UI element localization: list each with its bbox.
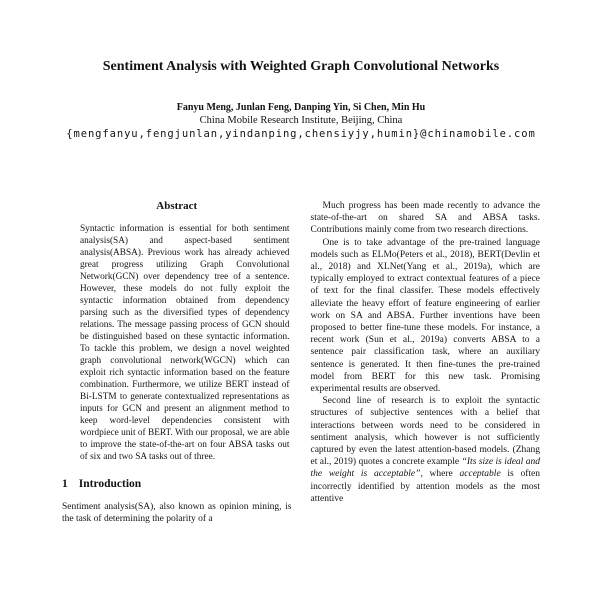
emphasized-word: acceptable bbox=[459, 469, 501, 480]
email-line: {mengfanyu,fengjunlan,yindanping,chensiyjy,humin}@chinamobile.com bbox=[66, 128, 536, 140]
intro-paragraph: Sentiment analysis(SA), also known as opinion mining, is the task of determining the polarity of a bbox=[62, 502, 292, 525]
paper-title: Sentiment Analysis with Weighted Graph Convolutional Networks bbox=[102, 59, 500, 74]
paragraph-text: Second line of research is to exploit the syntactic structures of subjective sentences with a belief that interactions between words need to be considered in sentiment analysis, which however is not sufficiently captured by even the latest attention-based models. (Zhang et al., 2019) quotes a concrete example bbox=[310, 396, 540, 468]
body-paragraph bbox=[311, 395, 541, 505]
section-number: 1 bbox=[62, 478, 68, 490]
paragraph-text: , where bbox=[420, 469, 460, 480]
body-paragraph: One is to take advantage of the pre-trained language models such as ELMo(Peters et al., 2018), BERT(Devlin et al., 2018) and XLNet(Yang et al., 2019a), which are typically employed to extract contextual features of a piece of text for the final classifer. These models effectively alleviate the heavy effort of feature engineering of earlier work on SA and ABSA. Further inventions have been proposed to better fine-tune these models. For instance, a recent work (Sun et al., 2019a) converts ABSA to a sentence pair classification task, where an auxiliary sentence is generated. It then fine-tunes the pre-trained model from BERT for this new task. Promising experimental results are observed. bbox=[310, 237, 540, 395]
right-column bbox=[311, 200, 541, 525]
author-list: Fanyu Meng, Junlan Feng, Danping Yin, Si Chen, Min Hu bbox=[176, 102, 426, 113]
abstract-body: Syntactic information is essential for both sentiment analysis(SA) and aspect-based sentiment analysis(ABSA). Previous work has already achieved great progress utilizing Graph Convolutional Network(GCN) over dependency tree of a sentence. However, these models do not fully exploit the syntactic information obtained from dependency parsing such as the diversified types of dependency relations. The message passing process of GCN should be distinguished based on these syntactic information. To tackle this problem, we design a novel weighted graph convolutional network(WGCN) which can exploit rich syntactic information based on the feature combination. Furthermore, we utilize BERT instead of Bi-LSTM to generate contextualized representations as inputs for GCN and present an alignment method to keep word-level dependencies consistent with wordpiece unit of BERT. With our proposal, we are able to improve the state-of-the-art on four ABSA tasks out of six and two SA tasks out of three. bbox=[80, 224, 290, 462]
two-column-body bbox=[62, 200, 540, 525]
section-title: Introduction bbox=[78, 478, 142, 490]
abstract-heading: Abstract bbox=[156, 200, 198, 212]
body-paragraph: Much progress has been made recently to advance the state-of-the-art on shared SA and ABSA tasks. Contributions mainly come from two research directions. bbox=[310, 201, 540, 236]
quoted-example-text: “Its size is ideal and the weight is acceptable” bbox=[310, 457, 540, 480]
left-column bbox=[62, 200, 292, 525]
section-heading-introduction bbox=[62, 478, 292, 490]
paragraph-text: is often incorrectly identified by attention models as the most attentive bbox=[310, 469, 541, 504]
affiliation: China Mobile Research Institute, Beijing, China bbox=[199, 115, 403, 126]
